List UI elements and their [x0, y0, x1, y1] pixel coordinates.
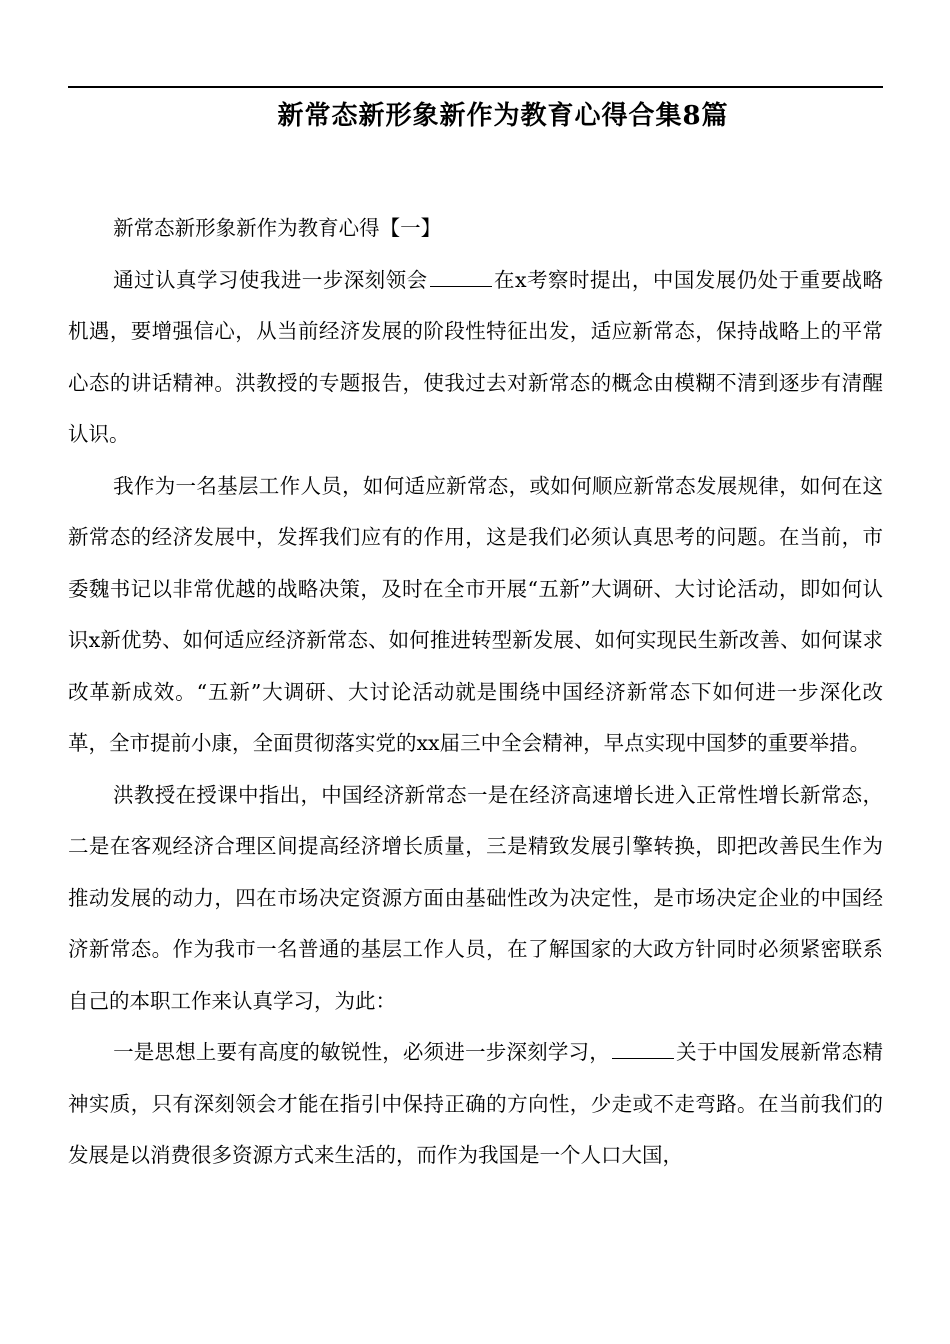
paragraph-1-text-after-blank: 在x考察时提出，中国发展仍处于重要战略机遇，要增强信心，从当前经济发展的阶段性特征出发，适应新常态，保持战略上的平常心态的讲话精神。洪教授的专题报告，使我过去对新常态的概念由模糊不清到逐步有清醒认识。 [68, 267, 884, 446]
paragraph-1 [68, 255, 883, 461]
paragraph-3: 洪教授在授课中指出，中国经济新常态一是在经济高速增长进入正常性增长新常态，二是在客观经济合理区间提高经济增长质量，三是精致发展引擎转换，即把改善民生作为推动发展的动力，四在市场决定资源方面由基础性改为决定性，是市场决定企业的中国经济新常态。作为我市一名普通的基层工作人员，在了解国家的大政方针同时必须紧密联系自己的本职工作来认真学习，为此： [68, 782, 883, 1013]
section-heading: 新常态新形象新作为教育心得【一】 [113, 216, 442, 240]
header-rule [68, 86, 883, 88]
fill-in-blank [612, 1040, 674, 1059]
fill-in-blank [430, 267, 492, 286]
document-title: 新常态新形象新作为教育心得合集8篇 [277, 101, 729, 131]
paragraph-2: 我作为一名基层工作人员，如何适应新常态，或如何顺应新常态发展规律，如何在这新常态的经济发展中，发挥我们应有的作用，这是我们必须认真思考的问题。在当前，市委魏书记以非常优越的战略决策，及时在全市开展“五新”大调研、大讨论活动，即如何认识x新优势、如何适应经济新常态、如何推进转型新发展、如何实现民生新改善、如何谋求改革新成效。“五新”大调研、大讨论活动就是围绕中国经济新常态下如何进一步深化改革，全市提前小康，全面贯彻落实党的xx届三中全会精神，早点实现中国梦的重要举措。 [68, 473, 883, 755]
paragraph-4-text-after-blank: 关于中国发展新常态精神实质，只有深刻领会才能在指引中保持正确的方向性，少走或不走弯路。在当前我们的发展是以消费很多资源方式来生活的，而作为我国是一个人口大国， [68, 1040, 883, 1167]
paragraph-4-text-before-blank: 一是思想上要有高度的敏锐性，必须进一步深刻学习， [113, 1040, 610, 1064]
paragraph-4 [68, 1027, 883, 1182]
paragraph-1-text-before-blank: 通过认真学习使我进一步深刻领会 [113, 267, 428, 292]
document-body [68, 203, 883, 1182]
